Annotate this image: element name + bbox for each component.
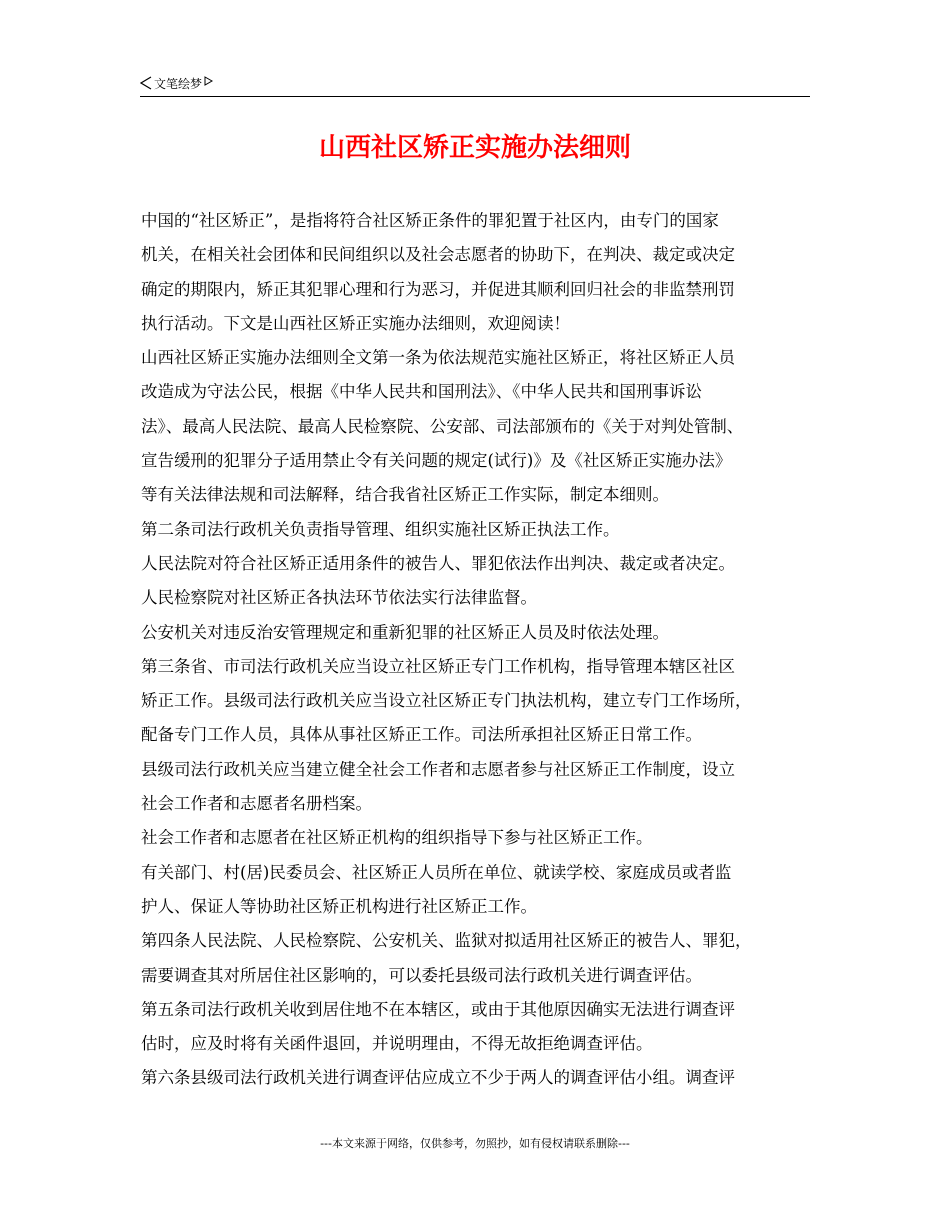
text-line: 矫正工作。县级司法行政机关应当设立社区矫正专门执法机构，建立专门工作场所，: [141, 691, 752, 711]
document-body: [141, 204, 831, 1096]
text-line: 改造成为守法公民，根据《中华人民共和国刑法》、《中华人民共和国刑事诉讼: [141, 382, 702, 402]
text-line: 第四条人民法院、人民检察院、公安机关、监狱对拟适用社区矫正的被告人、罪犯，: [141, 931, 752, 951]
text-line: 人民检察院对社区矫正各执法环节依法实行法律监督。: [141, 588, 537, 608]
page-header: [140, 74, 810, 97]
text-line: 等有关法律法规和司法解释，结合我省社区矫正工作实际，制定本细则。: [141, 485, 669, 505]
text-line: 第二条司法行政机关负责指导管理、组织实施社区矫正执法工作。: [141, 519, 620, 539]
text-line: 第六条县级司法行政机关进行调查评估应成立不少于两人的调查评估小组。调查评: [141, 1068, 735, 1088]
text-line: 第五条司法行政机关收到居住地不在本辖区，或由于其他原因确实无法进行调查评: [141, 999, 735, 1019]
text-line: 山西社区矫正实施办法细则全文第一条为依法规范实施社区矫正，将社区矫正人员: [141, 348, 735, 368]
text-line: 中国的“社区矫正”，是指将符合社区矫正条件的罪犯置于社区内，由专门的国家: [141, 211, 719, 230]
text-line: 护人、保证人等协助社区矫正机构进行社区矫正工作。: [141, 896, 537, 916]
text-line: 公安机关对违反治安管理规定和重新犯罪的社区矫正人员及时依法处理。: [141, 622, 669, 642]
text-line: 确定的期限内，矫正其犯罪心理和行为恶习，并促进其顺利回归社会的非监禁刑罚: [141, 279, 735, 299]
text-line: 县级司法行政机关应当建立健全社会工作者和志愿者参与社区矫正工作制度，设立: [141, 759, 735, 779]
page-footer: ---本文来源于网络，仅供参考，勿照抄，如有侵权请联系删除---: [320, 1137, 630, 1150]
text-line: 社会工作者和志愿者名册档案。: [141, 794, 372, 814]
header-label: 文笔绘梦: [154, 77, 203, 91]
text-line: 法》、最高人民法院、最高人民检察院、公安部、司法部颁布的《关于对判处管制、: [141, 416, 744, 436]
document-title: 山西社区矫正实施办法细则: [318, 133, 631, 163]
text-line: 需要调查其对所居住社区影响的，可以委托县级司法行政机关进行调查评估。: [141, 965, 702, 985]
text-line: 社会工作者和志愿者在社区矫正机构的组织指导下参与社区矫正工作。: [141, 828, 653, 848]
text-line: 有关部门、村(居)民委员会、社区矫正人员所在单位、就读学校、家庭成员或者监: [141, 862, 732, 882]
right-triangle-icon: [204, 76, 213, 86]
text-line: 第三条省、市司法行政机关应当设立社区矫正专门工作机构，指导管理本辖区社区: [141, 656, 735, 676]
text-line: 人民法院对符合社区矫正适用条件的被告人、罪犯依法作出判决、裁定或者决定。: [141, 553, 735, 573]
text-line: 机关，在相关社会团体和民间组织以及社会志愿者的协助下，在判决、裁定或决定: [141, 245, 735, 265]
text-line: 配备专门工作人员，具体从事社区矫正工作。司法所承担社区矫正日常工作。: [141, 725, 702, 745]
text-line: 执行活动。下文是山西社区矫正实施办法细则，欢迎阅读！: [141, 313, 570, 333]
text-line: 宣告缓刑的犯罪分子适用禁止令有关问题的规定(试行)》及《社区矫正实施办法》: [141, 451, 732, 471]
text-line: 估时，应及时将有关函件退回，并说明理由，不得无故拒绝调查评估。: [141, 1034, 653, 1054]
left-triangle-icon: [140, 76, 152, 90]
